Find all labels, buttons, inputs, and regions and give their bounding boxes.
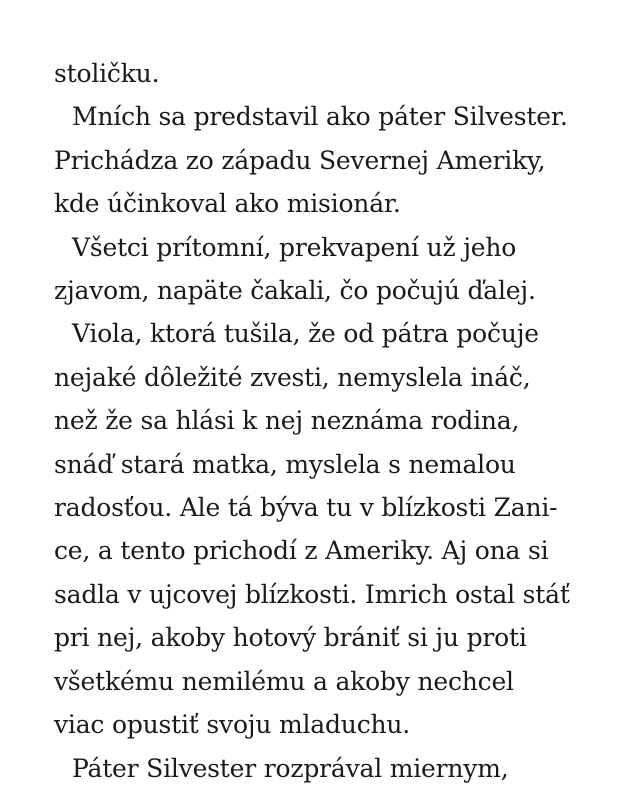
text-line: kde účinkoval ako misionár. [54, 189, 401, 219]
text-line: zjavom, napäte čakali, čo počujú ďalej. [54, 276, 536, 306]
text-line: stoličku. [54, 59, 160, 88]
text-line: ce, a tento prichodí z Ameriky. Aj ona si [54, 536, 549, 566]
text-line: všetkému nemilému a akoby nechcel [54, 666, 514, 696]
text-line: Všetci prítomní, prekvapení už jeho [72, 232, 517, 262]
text-line: Viola, ktorá tušila, že od pátra počuje [72, 319, 539, 349]
text-line: Prichádza zo západu Severnej Ameriky, [54, 145, 546, 175]
text-line: viac opustiť svoju mladuchu. [54, 710, 411, 740]
text-line: než že sa hlási k nej neznáma rodina, [54, 406, 520, 436]
book-page-text [54, 52, 594, 790]
text-line: sadla v ujcovej blízkosti. Imrich ostal stáť [54, 579, 570, 609]
text-line: snáď stará matka, myslela s nemalou [54, 449, 516, 479]
text-line: nejaké dôležité zvesti, nemyslela ináč, [54, 362, 531, 392]
text-line: pri nej, akoby hotový brániť si ju proti [54, 623, 527, 653]
text-line: Páter Silvester rozprával miernym, [72, 753, 509, 783]
text-line: Mních sa predstavil ako páter Silvester. [72, 102, 568, 132]
text-line: radosťou. Ale tá býva tu v blízkosti Zani- [54, 493, 558, 523]
